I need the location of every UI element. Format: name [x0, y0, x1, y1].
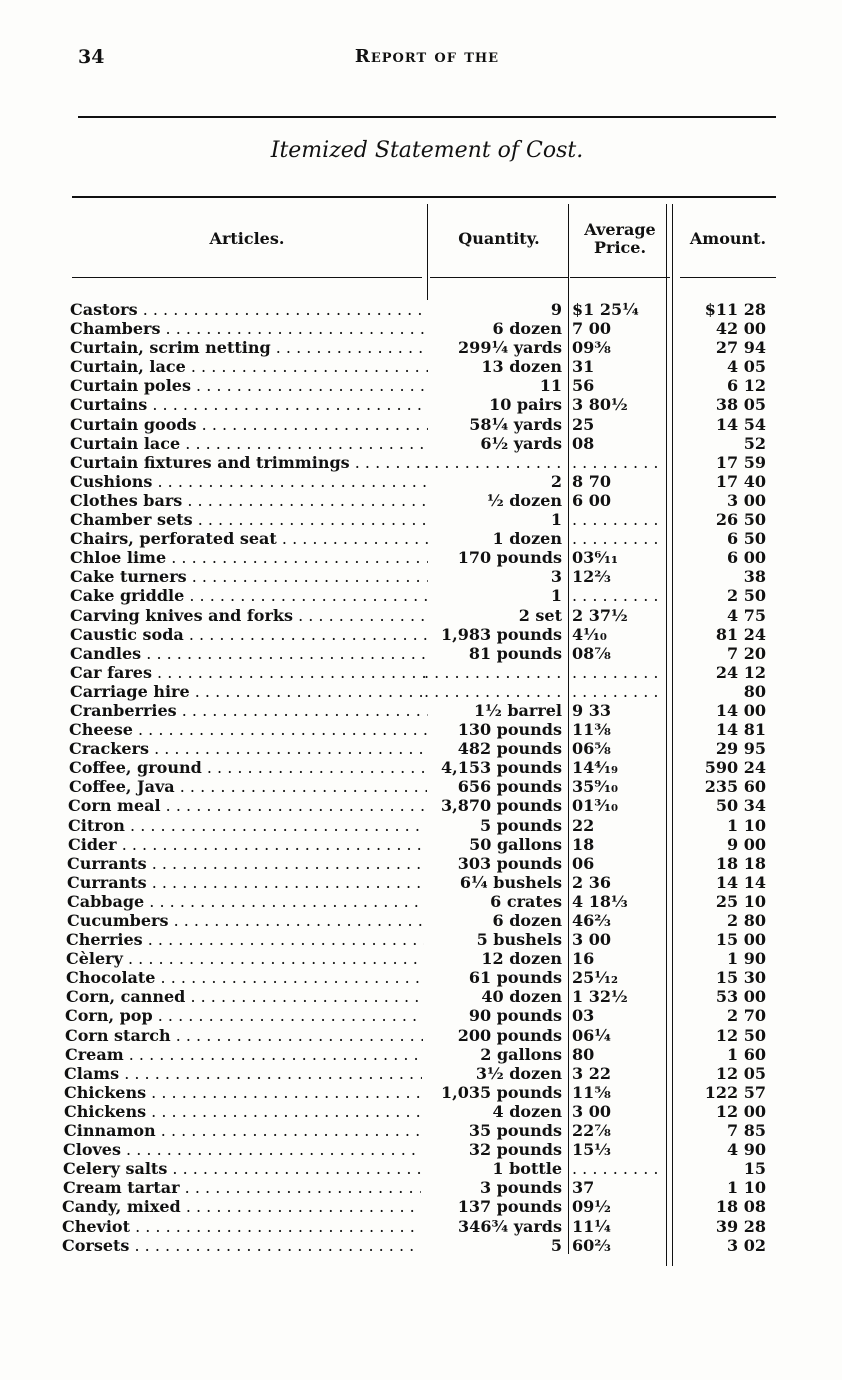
cell-article: Cider . . . [68, 835, 426, 854]
table-row [0, 701, 842, 720]
cell-article: Currants . . . [67, 854, 425, 873]
cell-article: Chickens . . . [64, 1102, 422, 1121]
table-row [0, 1006, 842, 1025]
itemized-table-body [0, 300, 842, 1255]
cell-average-price: 06¼ [572, 1025, 611, 1045]
cell-average-price: 2 37½ [572, 605, 628, 625]
cell-average-price: 4 18⅓ [572, 891, 628, 911]
table-row [0, 1217, 842, 1236]
cell-amount: 7 85 [727, 1121, 766, 1141]
table-row [0, 835, 842, 854]
cell-amount: 122 57 [704, 1082, 766, 1102]
cell-article: Car fares . . . [70, 663, 428, 682]
cell-average-price: 03 [572, 1006, 595, 1026]
cell-article: Curtain fixtures and trimmings . . . [70, 453, 428, 472]
table-row [0, 911, 842, 930]
table-row [0, 720, 842, 739]
cell-average-price: 06⅝ [572, 739, 611, 759]
column-header-quantity: Quantity. [458, 229, 540, 248]
cell-amount: 52 [743, 433, 766, 453]
cell-article: Curtain, lace . . . [70, 357, 428, 376]
cell-quantity: 1 bottle [492, 1159, 562, 1179]
cell-article: Coffee, Java . . . [69, 777, 427, 796]
cell-article: Curtain poles . . . [70, 376, 428, 395]
cell-average-price: 3 00 [572, 930, 611, 950]
cell-quantity: ½ dozen [486, 490, 562, 510]
cell-average-price: 7 00 [572, 319, 611, 339]
cell-article: Cheese . . . [69, 720, 427, 739]
cell-average-price: 11⅜ [572, 720, 611, 740]
cell-quantity: 656 pounds [457, 777, 562, 797]
cell-article: Cranberries . . . [70, 701, 428, 720]
cell-amount: 14 54 [715, 414, 766, 434]
cell-quantity: 2 gallons [480, 1044, 562, 1064]
cell-article: Cushions . . . [70, 472, 428, 491]
cell-average-price: 35⁹⁄₁₀ [572, 777, 618, 797]
cell-amount: 38 05 [715, 395, 766, 415]
table-row [0, 1102, 842, 1121]
column-header-price-line2: Price. [593, 238, 647, 257]
cell-amount: 1 60 [727, 1044, 766, 1064]
table-row [0, 1026, 842, 1045]
table-row [0, 644, 842, 663]
cell-quantity [424, 682, 562, 701]
cell-quantity: 3 pounds [479, 1178, 562, 1198]
cell-amount: 39 28 [715, 1216, 766, 1236]
cell-average-price: 11⅝ [572, 1082, 611, 1102]
header-underline-price [570, 277, 670, 278]
cell-quantity: 3½ dozen [475, 1063, 562, 1083]
cell-average-price: 56 [572, 376, 595, 396]
cell-amount: 25 10 [715, 891, 766, 911]
cell-quantity: 40 dozen [481, 987, 562, 1007]
column-header-average-price [570, 204, 670, 274]
cell-quantity: 303 pounds [457, 853, 562, 873]
cell-average-price: 12⅔ [572, 567, 611, 587]
cell-quantity: 1 [550, 586, 562, 606]
cell-average-price: 4¹⁄₁₀ [572, 624, 607, 644]
cell-article: Chickens . . . [64, 1083, 422, 1102]
table-row [0, 873, 842, 892]
cell-amount: 9 00 [727, 834, 766, 854]
cell-quantity: 90 pounds [468, 1006, 562, 1026]
header-underline-articles [72, 277, 422, 278]
cell-amount: 15 00 [715, 930, 766, 950]
cell-quantity: 9 [550, 300, 562, 319]
cell-article: Corn, pop . . . [65, 1006, 423, 1025]
cell-average-price: 18 [572, 834, 595, 854]
cell-amount: 3 02 [727, 1235, 766, 1255]
cell-amount: 14 14 [715, 872, 766, 892]
cell-average-price [572, 682, 662, 701]
cell-amount: 12 00 [715, 1101, 766, 1121]
cell-average-price [572, 510, 662, 529]
table-row [0, 854, 842, 873]
cell-average-price: 15⅓ [572, 1140, 611, 1160]
table-row [0, 968, 842, 987]
cell-article: Cherries . . . [66, 930, 424, 949]
cell-quantity [424, 453, 562, 472]
cell-article: Cinnamon . . . [64, 1121, 422, 1140]
cell-amount: 14 81 [715, 720, 766, 740]
cell-quantity: 1,035 pounds [441, 1082, 562, 1102]
cell-amount: 14 00 [715, 700, 766, 720]
cell-article: Castors . . . [70, 300, 428, 319]
cell-amount: 4 75 [727, 605, 766, 625]
cell-average-price: 09½ [572, 1197, 611, 1217]
cell-quantity: 6 dozen [492, 319, 562, 339]
cell-average-price [572, 663, 662, 682]
cell-article: Corn meal . . . [68, 796, 426, 815]
table-row [0, 930, 842, 949]
cell-average-price: 25 [572, 414, 595, 434]
cell-quantity: 1 [550, 510, 562, 530]
header-underline-quantity [430, 277, 568, 278]
table-row [0, 491, 842, 510]
cell-quantity: 6½ yards [480, 433, 562, 453]
cell-article: Corsets . . . [62, 1236, 420, 1255]
cell-average-price: 31 [572, 357, 595, 377]
cell-amount: 80 [743, 681, 766, 701]
page-header [78, 46, 776, 76]
cell-amount: 29 95 [715, 739, 766, 759]
cell-quantity: 6 dozen [492, 911, 562, 930]
cell-amount: 7 20 [727, 643, 766, 663]
cell-article: Chloe lime . . . [70, 548, 428, 567]
cell-quantity: 137 pounds [457, 1197, 562, 1217]
cell-quantity: 50 gallons [469, 834, 562, 854]
table-top-rule [72, 196, 776, 198]
cell-average-price [572, 529, 662, 548]
cell-amount: 6 12 [727, 376, 766, 396]
table-row [0, 1236, 842, 1255]
cell-average-price: 6 00 [572, 490, 611, 510]
cell-quantity: 2 set [518, 605, 562, 625]
table-row [0, 434, 842, 453]
cell-article: Cream tartar . . . [63, 1178, 421, 1197]
table-row [0, 415, 842, 434]
cell-article: Celery salts . . . [63, 1159, 421, 1178]
table-row [0, 1140, 842, 1159]
cell-quantity: 12 dozen [481, 949, 562, 969]
table-row [0, 777, 842, 796]
cell-article: Clothes bars . . . [70, 491, 428, 510]
table-row [0, 625, 842, 644]
page-number: 34 [78, 46, 105, 68]
cell-article: Chamber sets . . . [70, 510, 428, 529]
cell-quantity: 299¼ yards [458, 338, 562, 358]
column-header-price-line1: Average [584, 220, 656, 239]
cell-amount: 6 00 [727, 548, 766, 568]
table-row [0, 300, 842, 319]
cell-quantity: 4,153 pounds [441, 758, 562, 778]
column-header-amount: Amount. [689, 229, 767, 248]
table-row [0, 319, 842, 338]
table-row [0, 1064, 842, 1083]
cell-article: Cheviot . . . [62, 1217, 420, 1236]
cell-amount: 4 05 [727, 357, 766, 377]
cell-quantity: 482 pounds [457, 739, 562, 759]
cell-average-price: 16 [572, 949, 595, 969]
cell-amount: 1 10 [727, 815, 766, 835]
cell-quantity: 2 [550, 471, 562, 491]
table-row [0, 548, 842, 567]
cell-amount: 2 70 [727, 1006, 766, 1026]
cell-average-price: 80 [572, 1044, 595, 1064]
column-header-articles: Articles. [209, 229, 285, 248]
cell-article: Carving knives and forks . . . [70, 606, 428, 625]
cell-quantity: 11 [539, 376, 562, 396]
table-row [0, 739, 842, 758]
table-row [0, 338, 842, 357]
cell-average-price: 8 70 [572, 471, 611, 491]
cell-amount: $11 28 [704, 300, 766, 319]
cell-average-price: $1 25¼ [572, 300, 639, 319]
table-row [0, 758, 842, 777]
cell-quantity: 10 pairs [489, 395, 562, 415]
cell-quantity: 13 dozen [481, 357, 562, 377]
cell-quantity: 130 pounds [457, 720, 562, 740]
cell-article: Curtains . . . [70, 395, 428, 414]
table-row [0, 987, 842, 1006]
cell-amount: 17 59 [715, 452, 766, 472]
cell-quantity: 81 pounds [468, 643, 562, 663]
cell-quantity: 35 pounds [468, 1121, 562, 1141]
cell-amount: 590 24 [704, 758, 766, 778]
cell-quantity: 32 pounds [468, 1140, 562, 1160]
table-row [0, 1121, 842, 1140]
table-row [0, 949, 842, 968]
cell-amount: 4 90 [727, 1140, 766, 1160]
cell-article: Corn starch . . . [65, 1026, 423, 1045]
cell-amount: 50 34 [715, 796, 766, 816]
cell-article: Cream . . . [65, 1045, 423, 1064]
header-underline-amount [680, 277, 776, 278]
cell-quantity: 3 [550, 567, 562, 587]
cell-article: Curtain, scrim netting . . . [70, 338, 428, 357]
table-row [0, 395, 842, 414]
cell-amount: 27 94 [715, 338, 766, 358]
cell-average-price: 9 33 [572, 700, 611, 720]
cell-average-price: 09⅜ [572, 338, 611, 358]
cell-article: Currants . . . [67, 873, 425, 892]
cell-amount: 24 12 [715, 662, 766, 682]
cell-average-price: 08⅞ [572, 643, 611, 663]
cell-article: Cloves . . . [63, 1140, 421, 1159]
cell-article: Cake griddle . . . [70, 586, 428, 605]
cell-average-price: 22⅞ [572, 1121, 611, 1141]
cell-amount: 17 40 [715, 471, 766, 491]
cell-quantity: 6¼ bushels [459, 872, 562, 892]
cell-average-price: 37 [572, 1178, 595, 1198]
cell-article: Corn, canned . . . [66, 987, 424, 1006]
table-row [0, 510, 842, 529]
cell-quantity: 346¾ yards [458, 1216, 562, 1236]
cell-quantity: 6 crates [490, 891, 562, 911]
table-row [0, 376, 842, 395]
table-row [0, 1045, 842, 1064]
cell-average-price: 25¹⁄₁₂ [572, 968, 618, 988]
cell-amount: 3 00 [727, 490, 766, 510]
cell-average-price [572, 586, 662, 605]
cell-average-price: 08 [572, 433, 595, 453]
cell-amount: 2 50 [727, 586, 766, 606]
cell-article: Cucumbers . . . [67, 911, 425, 930]
table-row [0, 1083, 842, 1102]
running-head: Report of the [354, 46, 500, 67]
cell-article: Citron . . . [68, 816, 426, 835]
cell-article: Curtain lace . . . [70, 434, 428, 453]
column-divider [427, 204, 428, 300]
cell-average-price: 03⁶⁄₁₁ [572, 548, 618, 568]
cell-amount: 18 18 [715, 853, 766, 873]
cell-quantity: 5 bushels [476, 930, 562, 950]
cell-article: Chairs, perforated seat . . . [70, 529, 428, 548]
table-row [0, 663, 842, 682]
cell-amount: 81 24 [715, 624, 766, 644]
table-row [0, 816, 842, 835]
cell-quantity: 61 pounds [468, 968, 562, 988]
cell-quantity: 4 dozen [492, 1101, 562, 1121]
cell-quantity: 1,983 pounds [441, 624, 562, 644]
cell-quantity: 5 pounds [479, 815, 562, 835]
cell-average-price: 2 36 [572, 872, 611, 892]
table-row [0, 472, 842, 491]
cell-average-price: 06 [572, 853, 595, 873]
table-row [0, 606, 842, 625]
table-row [0, 586, 842, 605]
cell-average-price: 14⁴⁄₁₉ [572, 758, 618, 778]
cell-article: Cèlery . . . [66, 949, 424, 968]
cell-article: Candles . . . [70, 644, 428, 663]
cell-average-price: 11¼ [572, 1216, 611, 1236]
cell-quantity: 170 pounds [457, 548, 562, 568]
cell-quantity: 1½ barrel [473, 700, 562, 720]
cell-amount: 235 60 [704, 777, 766, 797]
cell-article: Cabbage . . . [67, 892, 425, 911]
table-row [0, 892, 842, 911]
cell-amount: 53 00 [715, 987, 766, 1007]
cell-amount: 26 50 [715, 510, 766, 530]
cell-average-price: 3 22 [572, 1063, 611, 1083]
table-row [0, 1178, 842, 1197]
cell-quantity: 5 [550, 1235, 562, 1255]
cell-average-price: 1 32½ [572, 987, 628, 1007]
table-row [0, 1159, 842, 1178]
cell-average-price [572, 1159, 662, 1178]
table-row [0, 529, 842, 548]
cell-average-price: 3 00 [572, 1101, 611, 1121]
table-row [0, 796, 842, 815]
cell-amount: 18 08 [715, 1197, 766, 1217]
table-row [0, 682, 842, 701]
table-row [0, 453, 842, 472]
cell-average-price [572, 453, 662, 472]
cell-article: Carriage hire . . . [70, 682, 428, 701]
header-rule [78, 116, 776, 118]
cell-quantity: 3,870 pounds [441, 796, 562, 816]
cell-article: Cake turners . . . [70, 567, 428, 586]
cell-amount: 42 00 [715, 319, 766, 339]
cell-article: Chocolate . . . [66, 968, 424, 987]
cell-article: Caustic soda . . . [70, 625, 428, 644]
cell-article: Candy, mixed . . . [62, 1197, 420, 1216]
cell-quantity [424, 663, 562, 682]
cell-amount: 6 50 [727, 529, 766, 549]
table-title: Itemized Statement of Cost. [270, 138, 584, 163]
table-row [0, 357, 842, 376]
cell-article: Crackers . . . [69, 739, 427, 758]
cell-quantity: 200 pounds [457, 1025, 562, 1045]
cell-article: Clams . . . [64, 1064, 422, 1083]
cell-amount: 38 [743, 567, 766, 587]
cell-article: Chambers . . . [70, 319, 428, 338]
cell-amount: 1 10 [727, 1178, 766, 1198]
cell-quantity: 1 dozen [492, 529, 562, 549]
cell-amount: 12 05 [715, 1063, 766, 1083]
cell-article: Coffee, ground . . . [69, 758, 427, 777]
table-row [0, 1197, 842, 1216]
cell-amount: 12 50 [715, 1025, 766, 1045]
cell-amount: 2 80 [727, 911, 766, 930]
cell-quantity: 58¼ yards [469, 414, 562, 434]
cell-average-price: 46⅔ [572, 911, 611, 930]
table-row [0, 567, 842, 586]
cell-amount: 1 90 [727, 949, 766, 969]
cell-average-price: 22 [572, 815, 595, 835]
cell-average-price: 60⅔ [572, 1235, 611, 1255]
cell-average-price: 3 80½ [572, 395, 628, 415]
cell-amount: 15 [743, 1159, 766, 1179]
cell-average-price: 01³⁄₁₀ [572, 796, 618, 816]
cell-article: Curtain goods . . . [70, 415, 428, 434]
cell-amount: 15 30 [715, 968, 766, 988]
